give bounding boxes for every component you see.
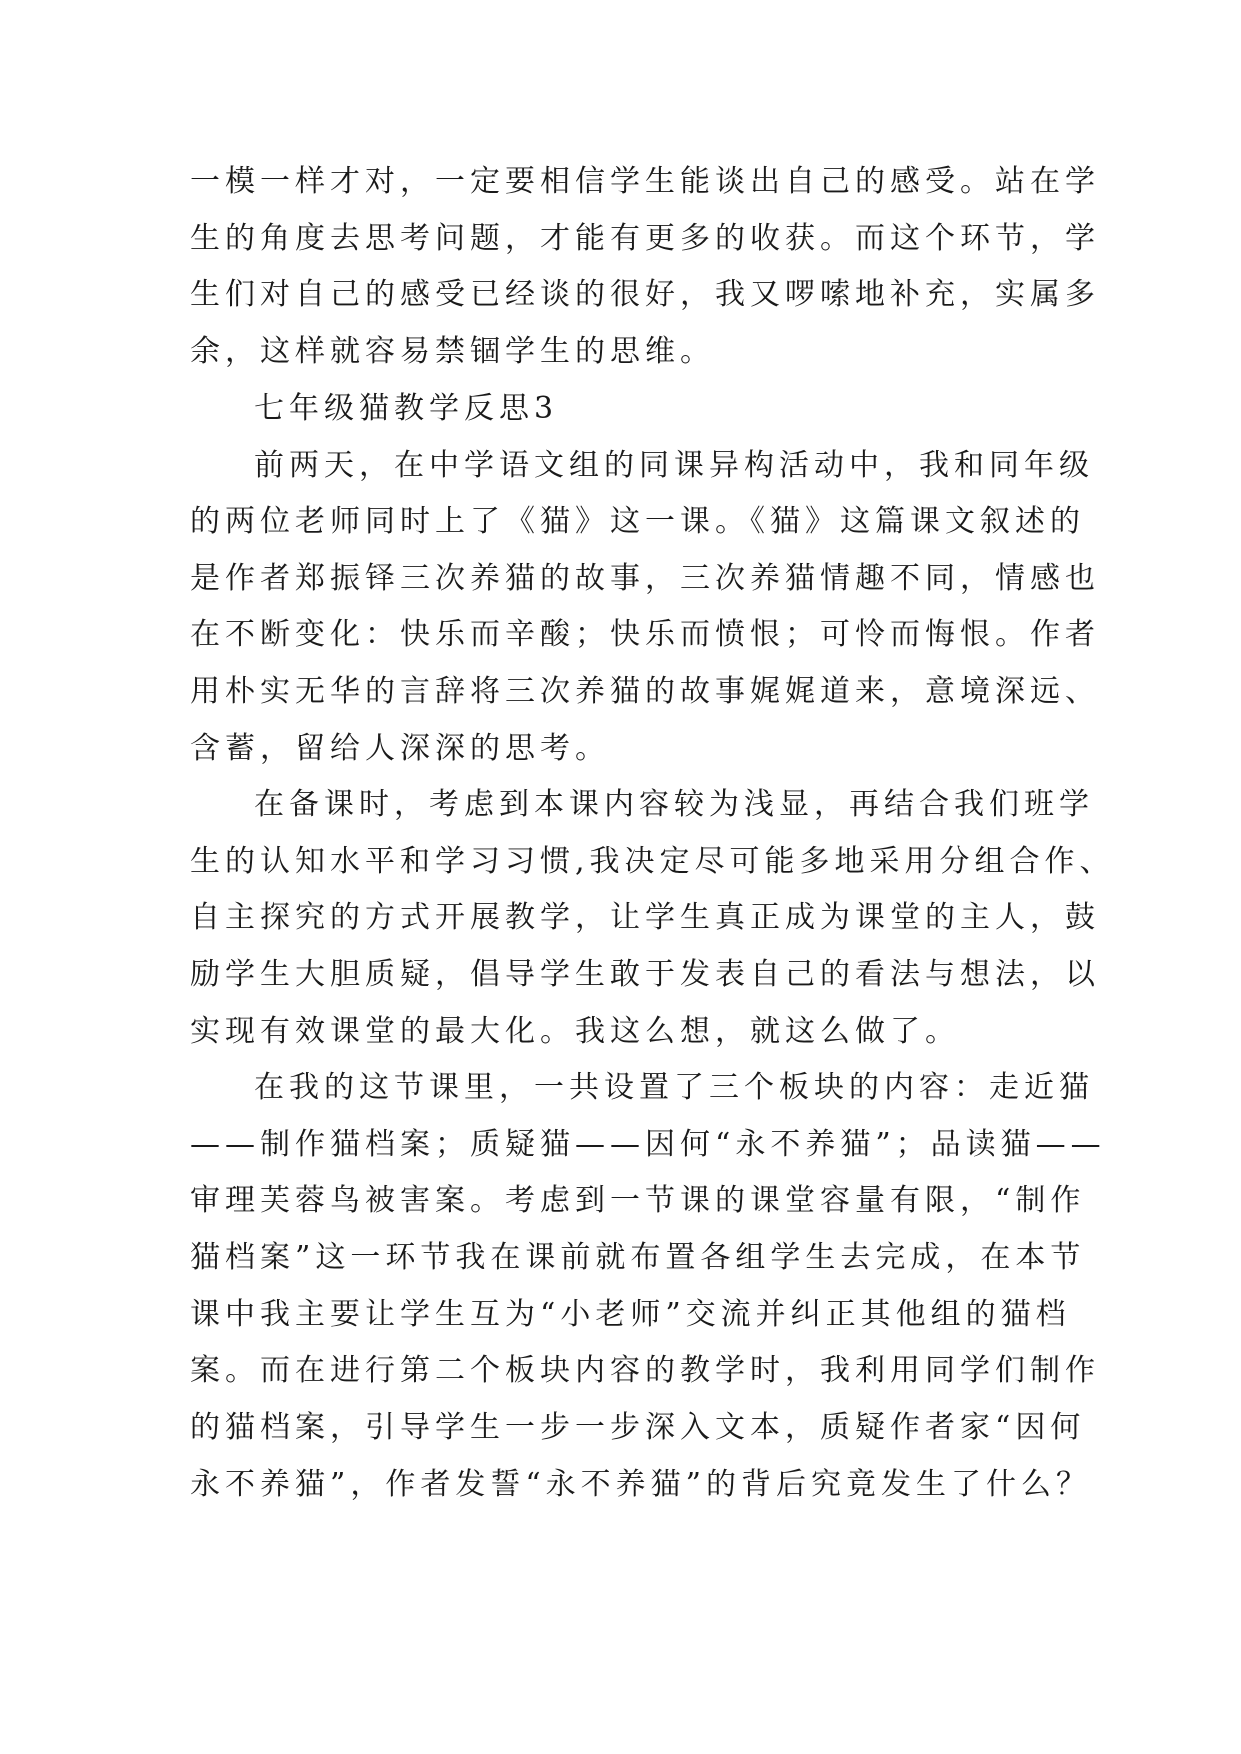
text-line: 用朴实无华的言辞将三次养猫的故事娓娓道来，意境深远、 <box>190 674 1100 709</box>
text-line: 的两位老师同时上了《猫》这一课。《猫》这篇课文叙述的 <box>190 504 1085 539</box>
text-line: 在不断变化：快乐而辛酸；快乐而愤恨；可怜而悔恨。作者 <box>190 617 1100 652</box>
text-line: 永不养猫”，作者发誓“永不养猫”的背后究竟发生了什么？ <box>190 1467 1092 1502</box>
text-line: 生们对自己的感受已经谈的很好，我又啰嗦地补充，实属多 <box>190 277 1100 312</box>
text-line: 一模一样才对，一定要相信学生能谈出自己的感受。站在学 <box>190 164 1100 199</box>
text-line: 实现有效课堂的最大化。我这么想，就这么做了。 <box>190 1014 960 1049</box>
text-line: 是作者郑振铎三次养猫的故事，三次养猫情趣不同，情感也 <box>190 561 1100 596</box>
text-line: ——制作猫档案；质疑猫——因何“永不养猫”；品读猫—— <box>190 1127 1106 1162</box>
text-line: 审理芙蓉鸟被害案。考虑到一节课的课堂容量有限，“制作 <box>190 1183 1086 1218</box>
text-line: 案。而在进行第二个板块内容的教学时，我利用同学们制作 <box>190 1353 1100 1388</box>
text-line: 励学生大胆质疑，倡导学生敢于发表自己的看法与想法，以 <box>190 957 1100 992</box>
text-line: 生的认知水平和学习习惯,我决定尽可能多地采用分组合作、 <box>190 844 1115 879</box>
text-line: 前两天，在中学语文组的同课异构活动中，我和同年级 <box>254 448 1094 483</box>
text-line: 课中我主要让学生互为“小老师”交流并纠正其他组的猫档 <box>190 1297 1071 1332</box>
text-line: 自主探究的方式开展教学，让学生真正成为课堂的主人，鼓 <box>190 900 1100 935</box>
text-line: 的猫档案，引导学生一步一步深入文本，质疑作者家“因何 <box>190 1410 1086 1445</box>
section-heading: 七年级猫教学反思3 <box>254 391 559 426</box>
text-line: 余，这样就容易禁锢学生的思维。 <box>190 334 715 369</box>
text-line: 猫档案”这一环节我在课前就布置各组学生去完成，在本节 <box>190 1240 1086 1275</box>
text-line: 在备课时，考虑到本课内容较为浅显，再结合我们班学 <box>254 787 1094 822</box>
text-line: 在我的这节课里，一共设置了三个板块的内容：走近猫 <box>254 1070 1094 1105</box>
text-line: 生的角度去思考问题，才能有更多的收获。而这个环节，学 <box>190 221 1100 256</box>
text-line: 含蓄，留给人深深的思考。 <box>190 731 610 766</box>
